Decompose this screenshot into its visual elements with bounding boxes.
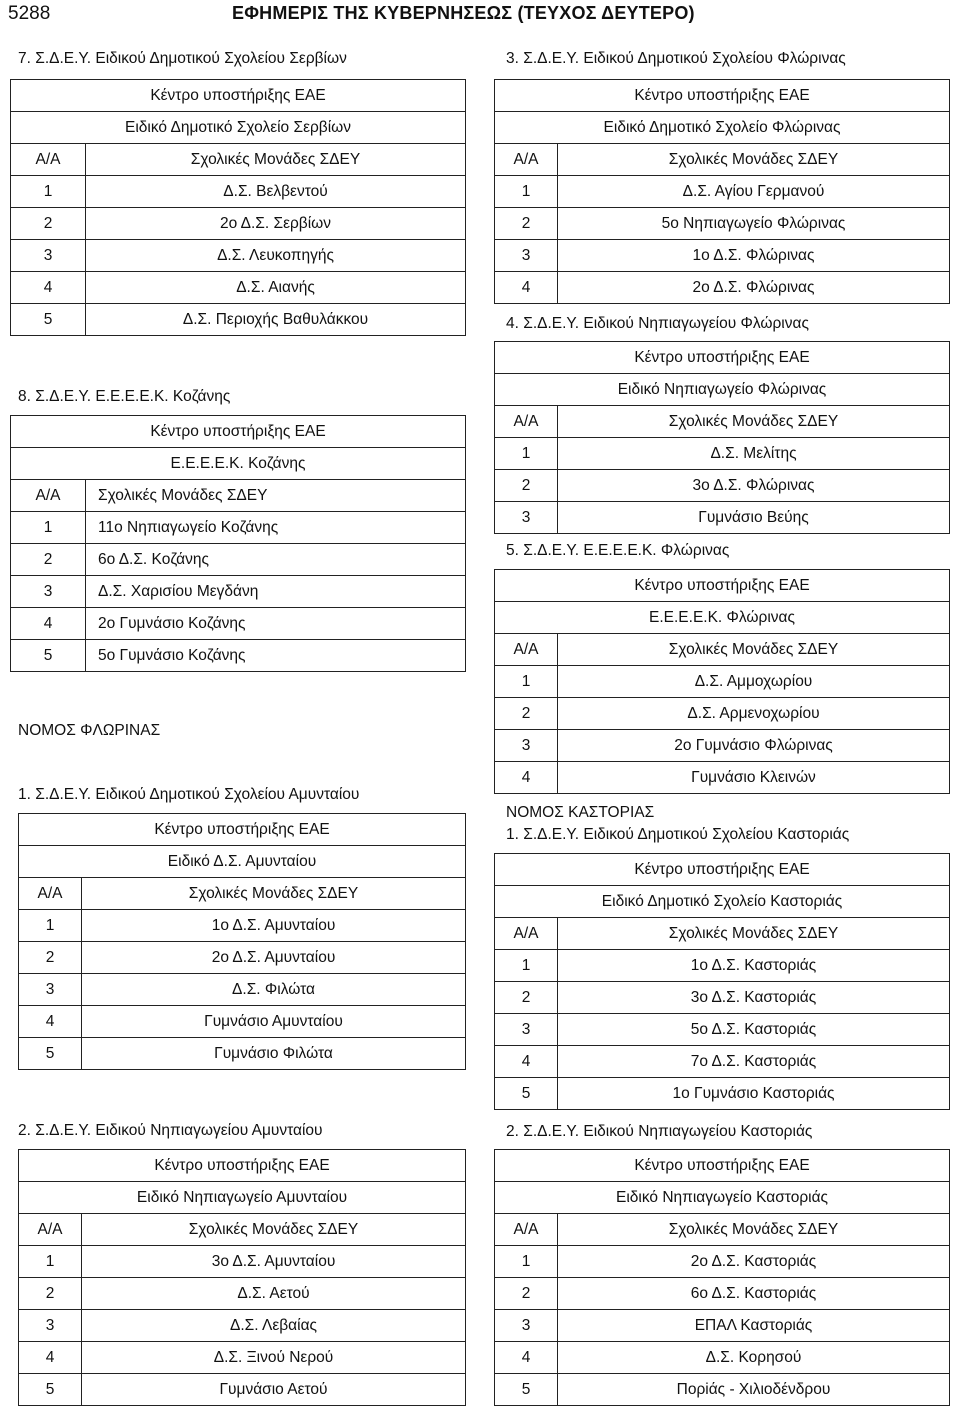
- school-heading: Ειδικό Νηπιαγωγείο Καστοριάς: [495, 1182, 950, 1214]
- row-number: 1: [19, 910, 82, 942]
- school-heading: Ειδικό Δ.Σ. Αμυνταίου: [19, 846, 466, 878]
- table-row: [19, 1310, 466, 1342]
- table-row: [11, 208, 466, 240]
- page-number: 5288: [8, 3, 51, 24]
- unit-name: Γυμνάσιο Αμυνταίου: [82, 1006, 466, 1038]
- row-number: 1: [495, 1246, 558, 1278]
- center-heading: Κέντρο υποστήριξης ΕΑΕ: [495, 80, 950, 112]
- row-number: 4: [495, 1046, 558, 1078]
- row-number: 5: [19, 1374, 82, 1406]
- unit-name: Δ.Σ. Φιλώτα: [82, 974, 466, 1006]
- table-row: [19, 910, 466, 942]
- table-row: [19, 942, 466, 974]
- row-number: 5: [495, 1374, 558, 1406]
- table-row: [495, 438, 950, 470]
- table-row: [19, 1278, 466, 1310]
- col-aa: Α/Α: [11, 144, 86, 176]
- row-number: 4: [495, 272, 558, 304]
- table-row: [19, 1006, 466, 1038]
- unit-name: Γυμνάσιο Αετού: [82, 1374, 466, 1406]
- col-units: Σχολικές Μονάδες ΣΔΕΥ: [558, 144, 950, 176]
- row-number: 2: [495, 1278, 558, 1310]
- row-number: 1: [495, 176, 558, 208]
- table-row: [19, 1246, 466, 1278]
- table-row: [19, 1342, 466, 1374]
- school-heading: Ειδικό Δημοτικό Σχολείο Σερβίων: [11, 112, 466, 144]
- table-row: [11, 176, 466, 208]
- table-row: [495, 982, 950, 1014]
- row-number: 4: [19, 1342, 82, 1374]
- row-number: 3: [495, 730, 558, 762]
- row-number: 1: [495, 950, 558, 982]
- row-number: 3: [19, 1310, 82, 1342]
- col-units: Σχολικές Μονάδες ΣΔΕΥ: [558, 918, 950, 950]
- unit-name: 2ο Γυμνάσιο Φλώρινας: [558, 730, 950, 762]
- row-number: 3: [495, 1014, 558, 1046]
- col-aa: Α/Α: [495, 1214, 558, 1246]
- table-row: [19, 974, 466, 1006]
- table-row: [11, 608, 466, 640]
- table-row: [495, 1278, 950, 1310]
- table-row: [495, 470, 950, 502]
- center-heading: Κέντρο υποστήριξης ΕΑΕ: [495, 1150, 950, 1182]
- row-number: 3: [11, 576, 86, 608]
- table-row: [11, 576, 466, 608]
- section-title-2-amyntaio: 2. Σ.Δ.Ε.Υ. Ειδικού Νηπιαγωγείου Αμυνταίου: [18, 1122, 323, 1139]
- unit-name: Δ.Σ. Βελβεντού: [86, 176, 466, 208]
- row-number: 5: [19, 1038, 82, 1070]
- table-row: [495, 240, 950, 272]
- table-row: [495, 950, 950, 982]
- unit-name: Δ.Σ. Αγίου Γερμανού: [558, 176, 950, 208]
- unit-name: Δ.Σ. Αρμενοχωρίου: [558, 698, 950, 730]
- unit-name: Δ.Σ. Ξινού Νερού: [82, 1342, 466, 1374]
- unit-name: 2ο Δ.Σ. Φλώρινας: [558, 272, 950, 304]
- col-aa: Α/Α: [19, 878, 82, 910]
- unit-name: Γυμνάσιο Φιλώτα: [82, 1038, 466, 1070]
- nomos-florinas: ΝΟΜΟΣ ΦΛΩΡΙΝΑΣ: [18, 722, 161, 739]
- row-number: 5: [495, 1078, 558, 1110]
- col-units: Σχολικές Μονάδες ΣΔΕΥ: [558, 1214, 950, 1246]
- unit-name: 3ο Δ.Σ. Φλώρινας: [558, 470, 950, 502]
- table-row: [19, 1038, 466, 1070]
- unit-name: Δ.Σ. Κορησού: [558, 1342, 950, 1374]
- row-number: 4: [495, 762, 558, 794]
- unit-name: 7ο Δ.Σ. Καστοριάς: [558, 1046, 950, 1078]
- table-row: [11, 640, 466, 672]
- table-row: [495, 1078, 950, 1110]
- school-heading: Ειδικό Νηπιαγωγείο Φλώρινας: [495, 374, 950, 406]
- col-units: Σχολικές Μονάδες ΣΔΕΥ: [86, 480, 466, 512]
- section-title-1-amyntaio: 1. Σ.Δ.Ε.Υ. Ειδικού Δημοτικού Σχολείου Αμυνταίου: [18, 786, 360, 803]
- row-number: 1: [495, 438, 558, 470]
- gazette-title: ΕΦΗΜΕΡΙΣ ΤΗΣ ΚΥΒΕΡΝΗΣΕΩΣ (ΤΕΥΧΟΣ ΔΕΥΤΕΡΟ): [232, 3, 695, 23]
- table-row: [495, 730, 950, 762]
- center-heading: Κέντρο υποστήριξης ΕΑΕ: [19, 814, 466, 846]
- row-number: 2: [495, 470, 558, 502]
- row-number: 2: [19, 1278, 82, 1310]
- page-header: [0, 0, 960, 28]
- unit-name: Δ.Σ. Χαρισίου Μεγδάνη: [86, 576, 466, 608]
- unit-name: 2ο Δ.Σ. Καστοριάς: [558, 1246, 950, 1278]
- school-heading: Ειδικό Δημοτικό Σχολείο Καστοριάς: [495, 886, 950, 918]
- table-row: [495, 272, 950, 304]
- row-number: 4: [495, 1342, 558, 1374]
- table-row: [495, 666, 950, 698]
- center-heading: Κέντρο υποστήριξης ΕΑΕ: [11, 80, 466, 112]
- col-units: Σχολικές Μονάδες ΣΔΕΥ: [82, 878, 466, 910]
- table-5-florina: [494, 569, 950, 794]
- unit-name: 5ο Δ.Σ. Καστοριάς: [558, 1014, 950, 1046]
- unit-name: 2ο Γυμνάσιο Κοζάνης: [86, 608, 466, 640]
- school-heading: Ε.Ε.Ε.Ε.Κ. Κοζάνης: [11, 448, 466, 480]
- school-heading: Ε.Ε.Ε.Ε.Κ. Φλώρινας: [495, 602, 950, 634]
- unit-name: 6ο Δ.Σ. Καστοριάς: [558, 1278, 950, 1310]
- unit-name: 5ο Γυμνάσιο Κοζάνης: [86, 640, 466, 672]
- table-7-servia: [10, 79, 466, 336]
- row-number: 1: [11, 512, 86, 544]
- col-aa: Α/Α: [495, 918, 558, 950]
- table-row: [495, 1246, 950, 1278]
- table-row: [495, 762, 950, 794]
- table-8-kozani: [10, 415, 466, 672]
- row-number: 2: [11, 544, 86, 576]
- unit-name: 11ο Νηπιαγωγείο Κοζάνης: [86, 512, 466, 544]
- table-row: [495, 698, 950, 730]
- row-number: 2: [495, 208, 558, 240]
- school-heading: Ειδικό Δημοτικό Σχολείο Φλώρινας: [495, 112, 950, 144]
- section-title-1-kastoria: 1. Σ.Δ.Ε.Υ. Ειδικού Δημοτικού Σχολείου Καστοριάς: [506, 826, 850, 843]
- unit-name: Δ.Σ. Περιοχής Βαθυλάκκου: [86, 304, 466, 336]
- unit-name: 6ο Δ.Σ. Κοζάνης: [86, 544, 466, 576]
- unit-name: Δ.Σ. Αετού: [82, 1278, 466, 1310]
- col-aa: Α/Α: [495, 406, 558, 438]
- row-number: 2: [495, 982, 558, 1014]
- center-heading: Κέντρο υποστήριξης ΕΑΕ: [495, 570, 950, 602]
- table-row: [11, 512, 466, 544]
- row-number: 3: [495, 502, 558, 534]
- col-units: Σχολικές Μονάδες ΣΔΕΥ: [86, 144, 466, 176]
- table-row: [495, 1046, 950, 1078]
- col-units: Σχολικές Μονάδες ΣΔΕΥ: [82, 1214, 466, 1246]
- center-heading: Κέντρο υποστήριξης ΕΑΕ: [19, 1150, 466, 1182]
- section-title-8-kozani: 8. Σ.Δ.Ε.Υ. Ε.Ε.Ε.Ε.Κ. Κοζάνης: [18, 388, 231, 405]
- section-title-3-florina: 3. Σ.Δ.Ε.Υ. Ειδικού Δημοτικού Σχολείου Φλώρινας: [506, 50, 846, 67]
- col-units: Σχολικές Μονάδες ΣΔΕΥ: [558, 406, 950, 438]
- row-number: 2: [495, 698, 558, 730]
- row-number: 1: [19, 1246, 82, 1278]
- table-3-florina: [494, 79, 950, 304]
- unit-name: Πορiάς - Χιλιοδένδρου: [558, 1374, 950, 1406]
- table-row: [495, 176, 950, 208]
- unit-name: 2ο Δ.Σ. Σερβίων: [86, 208, 466, 240]
- section-title-4-florina: 4. Σ.Δ.Ε.Υ. Ειδικού Νηπιαγωγείου Φλώρινας: [506, 315, 809, 332]
- unit-name: 3ο Δ.Σ. Αμυνταίου: [82, 1246, 466, 1278]
- unit-name: ΕΠΑΛ Καστοριάς: [558, 1310, 950, 1342]
- col-aa: Α/Α: [11, 480, 86, 512]
- table-row: [19, 1374, 466, 1406]
- nomos-kastorias: ΝΟΜΟΣ ΚΑΣΤΟΡΙΑΣ: [506, 804, 655, 821]
- row-number: 3: [495, 1310, 558, 1342]
- table-row: [495, 1342, 950, 1374]
- unit-name: 5ο Νηπιαγωγείο Φλώρινας: [558, 208, 950, 240]
- table-row: [11, 544, 466, 576]
- unit-name: Δ.Σ. Αιανής: [86, 272, 466, 304]
- table-row: [495, 1014, 950, 1046]
- row-number: 3: [495, 240, 558, 272]
- school-heading: Ειδικό Νηπιαγωγείο Αμυνταίου: [19, 1182, 466, 1214]
- section-title-5-florina: 5. Σ.Δ.Ε.Υ. Ε.Ε.Ε.Ε.Κ. Φλώρινας: [506, 542, 730, 559]
- row-number: 3: [19, 974, 82, 1006]
- unit-name: 1ο Δ.Σ. Φλώρινας: [558, 240, 950, 272]
- row-number: 5: [11, 304, 86, 336]
- col-aa: Α/Α: [495, 144, 558, 176]
- row-number: 4: [19, 1006, 82, 1038]
- table-2-kastoria: [494, 1149, 950, 1406]
- unit-name: Γυμνάσιο Βεύης: [558, 502, 950, 534]
- center-heading: Κέντρο υποστήριξης ΕΑΕ: [495, 854, 950, 886]
- unit-name: 1ο Γυμνάσιο Καστοριάς: [558, 1078, 950, 1110]
- unit-name: Δ.Σ. Αμμοχωρίου: [558, 666, 950, 698]
- table-row: [495, 208, 950, 240]
- col-aa: Α/Α: [495, 634, 558, 666]
- table-row: [495, 502, 950, 534]
- unit-name: Δ.Σ. Λεβαίας: [82, 1310, 466, 1342]
- table-row: [11, 304, 466, 336]
- table-1-kastoria: [494, 853, 950, 1110]
- row-number: 4: [11, 272, 86, 304]
- row-number: 1: [495, 666, 558, 698]
- center-heading: Κέντρο υποστήριξης ΕΑΕ: [495, 342, 950, 374]
- section-title-7-servia: 7. Σ.Δ.Ε.Υ. Ειδικού Δημοτικού Σχολείου Σερβίων: [18, 50, 347, 67]
- col-units: Σχολικές Μονάδες ΣΔΕΥ: [558, 634, 950, 666]
- row-number: 5: [11, 640, 86, 672]
- row-number: 1: [11, 176, 86, 208]
- unit-name: 2ο Δ.Σ. Αμυνταίου: [82, 942, 466, 974]
- col-aa: Α/Α: [19, 1214, 82, 1246]
- unit-name: 1ο Δ.Σ. Αμυνταίου: [82, 910, 466, 942]
- center-heading: Κέντρο υποστήριξης ΕΑΕ: [11, 416, 466, 448]
- row-number: 2: [19, 942, 82, 974]
- section-title-2-kastoria: 2. Σ.Δ.Ε.Υ. Ειδικού Νηπιαγωγείου Καστοριάς: [506, 1123, 813, 1140]
- unit-name: 1ο Δ.Σ. Καστοριάς: [558, 950, 950, 982]
- unit-name: 3ο Δ.Σ. Καστοριάς: [558, 982, 950, 1014]
- unit-name: Δ.Σ. Λευκοπηγής: [86, 240, 466, 272]
- unit-name: Γυμνάσιο Κλεινών: [558, 762, 950, 794]
- table-row: [495, 1374, 950, 1406]
- table-1-amyntaio: [18, 813, 466, 1070]
- table-4-florina: [494, 341, 950, 534]
- row-number: 3: [11, 240, 86, 272]
- row-number: 2: [11, 208, 86, 240]
- table-row: [495, 1310, 950, 1342]
- table-row: [11, 272, 466, 304]
- table-2-amyntaio: [18, 1149, 466, 1406]
- unit-name: Δ.Σ. Μελίτης: [558, 438, 950, 470]
- row-number: 4: [11, 608, 86, 640]
- table-row: [11, 240, 466, 272]
